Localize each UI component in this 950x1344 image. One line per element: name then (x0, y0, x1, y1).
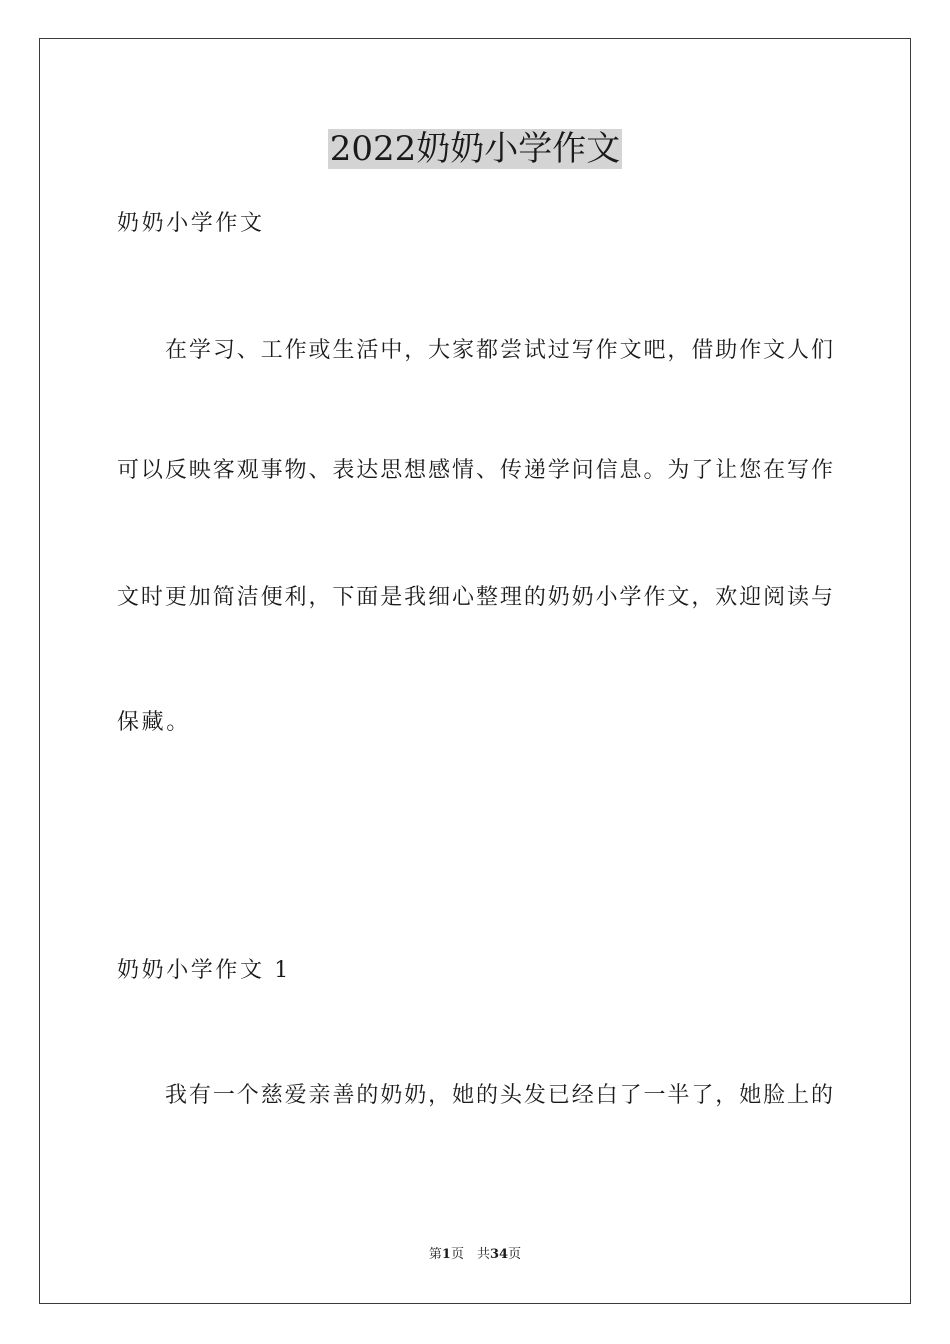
paragraph-line: 我有一个慈爱亲善的奶奶，她的头发已经白了一半了，她脸上的 (165, 1083, 833, 1108)
footer-page-number: 1 (441, 1247, 451, 1262)
paragraph-line: 文时更加简洁便利，下面是我细心整理的奶奶小学作文，欢迎阅读与 (117, 585, 833, 610)
section-heading: 奶奶小学作文 1 (117, 958, 291, 983)
paragraph-line: 在学习、工作或生活中，大家都尝试过写作文吧，借助作文人们 (165, 338, 833, 363)
page-footer (0, 1246, 950, 1264)
paragraph-line: 保藏。 (117, 710, 191, 735)
document-title (0, 126, 950, 172)
paragraph-line: 可以反映客观事物、表达思想感情、传递学问信息。为了让您在写作 (117, 458, 833, 483)
footer-prefix: 第 (428, 1247, 442, 1262)
document-title-text: 2022奶奶小学作文 (329, 129, 621, 169)
footer-page-suffix: 页 共 (450, 1247, 490, 1262)
footer-total-pages: 34 (489, 1247, 509, 1262)
document-subtitle: 奶奶小学作文 (117, 211, 265, 236)
footer-total-suffix: 页 (508, 1247, 522, 1262)
